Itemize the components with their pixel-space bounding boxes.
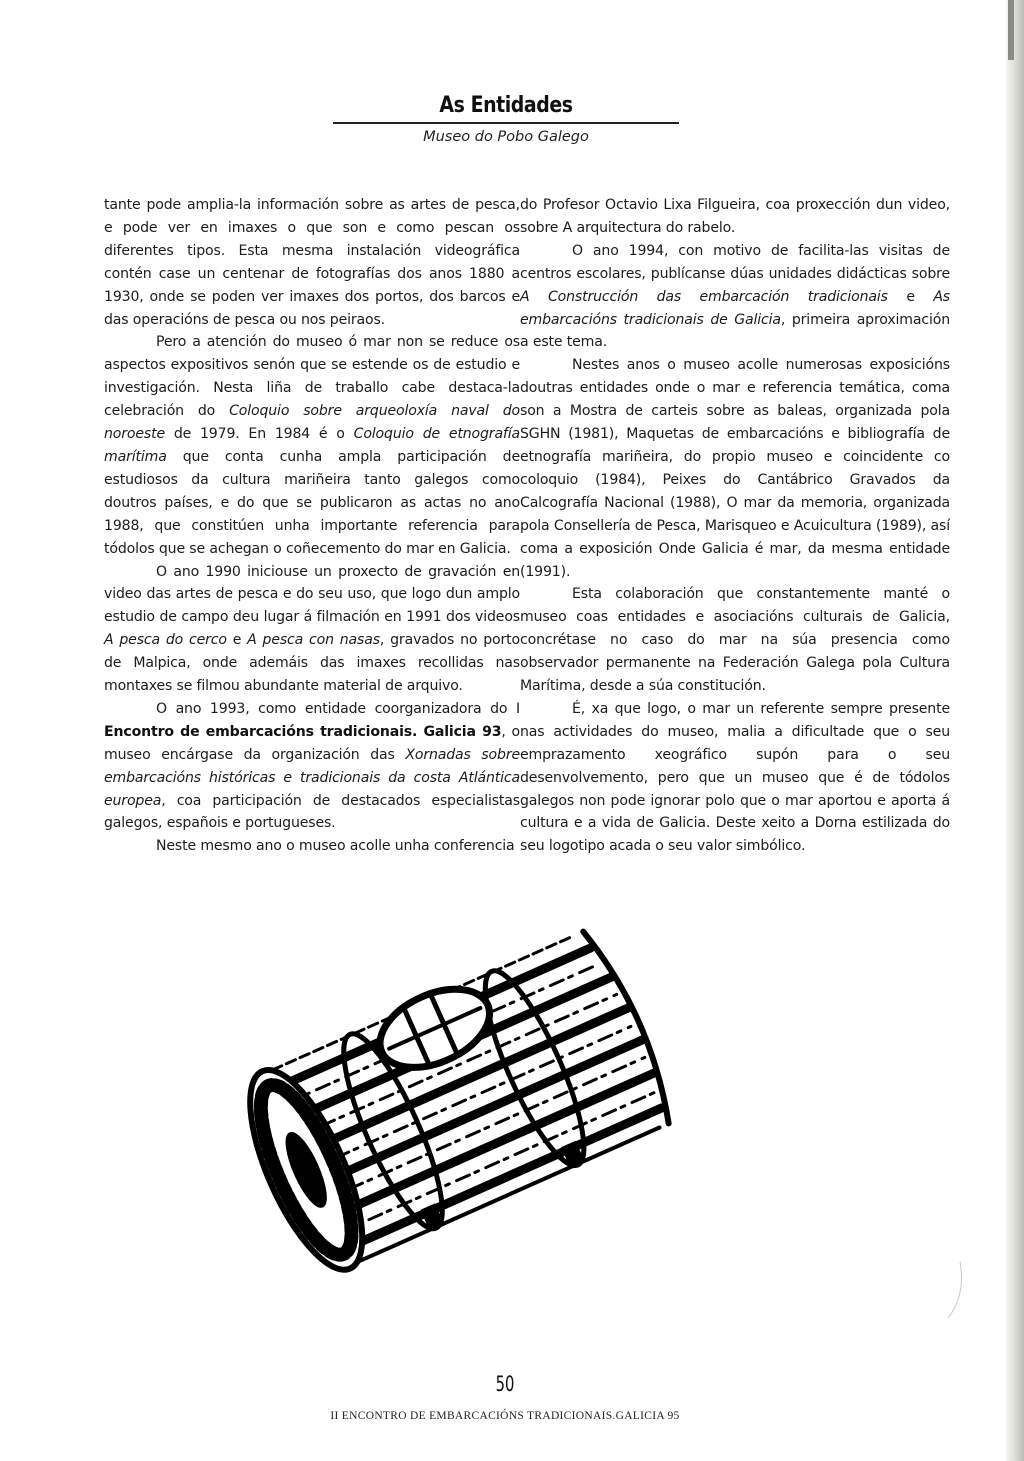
page-header [333, 92, 679, 146]
paragraph: Esta colaboración que constantemente manté o museo coas entidades e asociacións culturais de Galicia, concrétase no caso do mar na súa presencia como observador permanente na Federación Galega pola Cultura Marítima, desde a súa constitución. [520, 586, 950, 695]
publication-footer: II ENCONTRO DE EMBARCACIÓNS TRADICIONAIS.GALICIA 95 [330, 1410, 680, 1422]
right-text-column [520, 194, 950, 858]
paragraph: do Profesor Octavio Lixa Filgueira, coa proxección dun video, sobre A arquitectura do rabelo. [520, 197, 950, 236]
section-title: As Entidades [439, 93, 573, 118]
paragraph: O ano 1994, con motivo de facilita-las visitas de centros escolares, publícanse dúas unidades didácticas sobre A Construcción das embarcación tradicionais e As embarcacións tradicionais de Galicia, primeira aproximación a este tema. [520, 242, 950, 351]
paragraph: O ano 1990 iniciouse un proxecto de gravación en video das artes de pesca e do seu uso, que logo dun amplo estudio de campo deu lugar á filmación en 1991 dos videos A pesca do cerco e A pesca con nasas, gravados no porto de Malpica, onde ademáis das imaxes recollidas nas montaxes se filmou abundante material de arquivo. [104, 563, 521, 695]
left-text-column [104, 194, 520, 858]
page-number: 50 [495, 1372, 515, 1396]
paragraph: tante pode amplia-la información sobre as artes de pesca, e pode ver en imaxes o que son e como pescan os diferentes tipos. Esta mesma instalación videográfica contén case un centenar de fotografías dos anos 1880 a 1930, onde se poden ver imaxes dos portos, dos barcos e das operacións de pesca ou nos peiraos. [104, 197, 520, 328]
paragraph: Pero a atención do museo ó mar non se reduce os aspectos expositivos senón que se estende os de estudio e investigación. Nesta liña de traballo cabe destaca-la celebración do Coloquio sobre arqueoloxía naval do noroeste de 1979. En 1984 é o Coloquio de etnografía marítima que conta cunha ampla participación de estudiosos da cultura mariñeira tanto galegos como doutros países, e do que se publicaron as actas no ano 1988, que constitúen unha importante referencia para tódolos que se achegan o coñecemento do mar en Galicia. [104, 334, 520, 557]
scan-artifact-curve [940, 1260, 970, 1320]
header-divider [333, 122, 679, 124]
page-edge-shadow [1006, 0, 1024, 1461]
paragraph: Neste mesmo ano o museo acolle unha conferencia [156, 838, 515, 855]
fish-trap-illustration [222, 890, 672, 1320]
paragraph: É, xa que logo, o mar un referente sempre presente nas actividades do museo, malia a dificultade que o seu emprazamento xeográfico supón para o seu desenvolvemento, pero que un museo que é de tódolos galegos non pode ignorar polo que o mar aportou e aporta á cultura e a vida de Galicia. Deste xeito a Dorna estilizada do seu logotipo acada o seu valor simbólico. [520, 700, 950, 855]
page-edge-mark [1008, 0, 1014, 60]
paragraph: Nestes anos o museo acolle numerosas exposicións doutras entidades onde o mar e referencia temática, coma son a Mostra de carteis sobre as baleas, organizada pola SGHN (1981), Maquetas de embarcacións e bibliografía de etnografía mariñeira, do propio museo e coincidente co coloquio (1984), Peixes do Cantábrico Gravados da Calcografía Nacional (1988), O mar da memoria, organizada pola Consellería de Pesca, Marisqueo e Acuicultura (1989), así coma a exposición Onde Galicia é mar, da mesma entidade (1991). [520, 357, 950, 580]
section-subtitle: Museo do Pobo Galego [423, 129, 589, 145]
paragraph: O ano 1993, como entidade coorganizadora do I Encontro de embarcacións tradicionais. Galicia 93, o museo encárgase da organización das Xornadas sobre embarcacións históricas e tradicionais da costa Atlántica europea, coa participación de destacados especialistas galegos, españois e portugueses. [104, 700, 520, 832]
